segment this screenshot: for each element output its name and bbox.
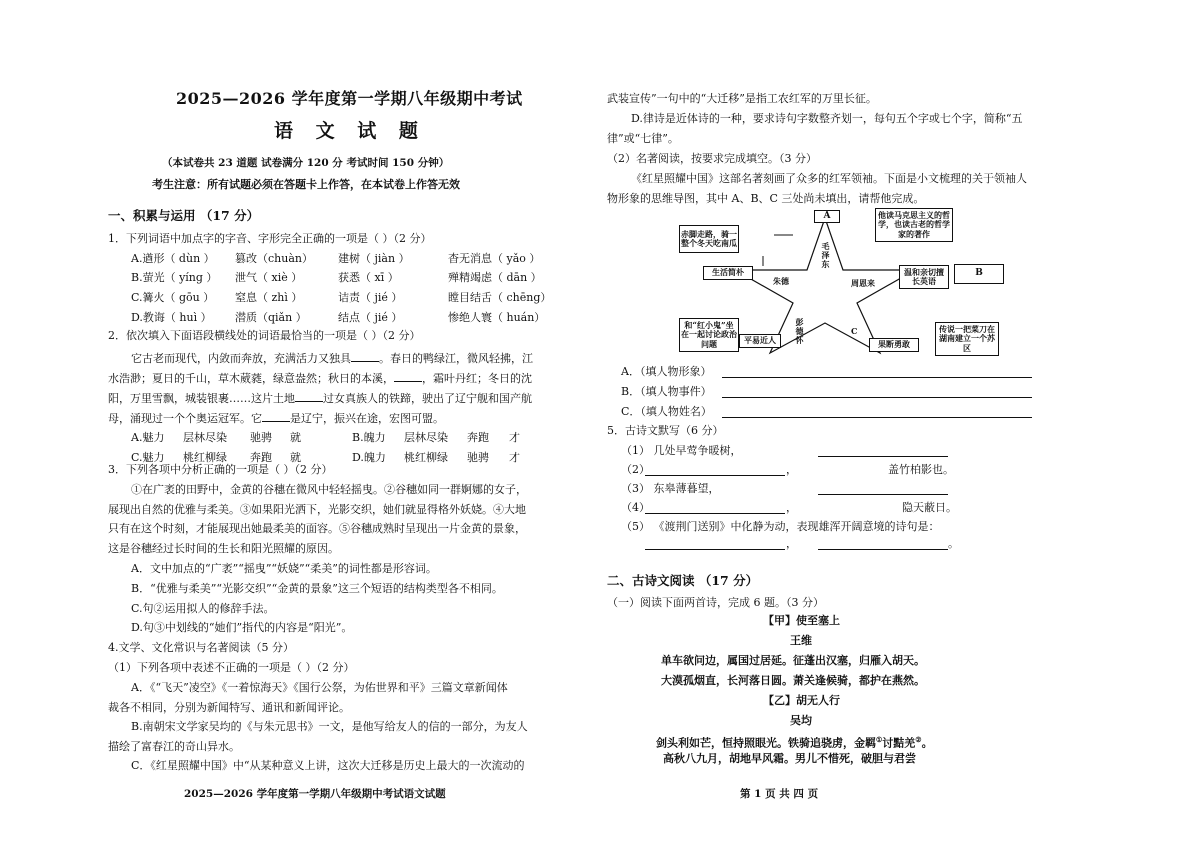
q1-option-cell: 窒息（ zhì ） [235,291,303,304]
opt-word: 才 [509,431,520,444]
q5-comma: ， [786,463,797,476]
map-label-peng: 彭德怀 [795,317,804,345]
q3-option-c: C.句②运用拟人的修辞手法。 [131,602,275,615]
q1-option-cell: 建树（ jiàn ） [338,252,410,265]
q5-line2: （2） [621,463,650,476]
section2-sub: （一）阅读下面两首诗，完成 6 题。（3 分） [607,596,824,609]
q4-option-a1: A．《“飞天”凌空》《一着惊海天》《国行公祭，为佑世界和平》三篇文章新闻体 [131,681,508,694]
poem-text: 。 [921,736,933,750]
q1-option-cell: 诘责（ jié ） [338,291,403,304]
map-node-a: A [814,210,840,223]
map-node-left: 生活简朴 [703,266,753,280]
map-node-bottom-left: 和“红小鬼”坐在一起讨论政治问题 [679,318,739,352]
blank [351,350,379,362]
q5-3-answer-line[interactable] [818,493,948,495]
q1-option-cell: 惨绝人寰（ huán） [448,311,546,324]
q2-text: 水浩渺；夏日的千山，草木葳蕤，绿意盎然；秋日的本溪， [108,372,394,385]
q5-2-answer-line[interactable] [645,474,785,476]
blank [394,370,422,382]
map-node-b: B [954,264,1004,284]
q3-option-d: D.句③中划线的“她们”指代的内容是“阳光”。 [131,621,353,634]
q2-text: ，霜叶丹红；冬日的沈 [422,372,532,385]
q5-comma: ， [786,537,797,550]
q1-option-cell: A.遒形（ dùn ） [131,252,215,265]
q5-line3: （3） 东皋薄暮望， [621,482,720,495]
opt-word: 奔跑 [467,431,489,444]
fill-c-label: C．（填人物姓名） [621,405,712,418]
q1-option-cell: 获悉（ xī ） [338,271,399,284]
map-node-pingyi: 平易近人 [739,334,781,348]
q5-5b-answer-line[interactable] [818,548,948,550]
q5-line1: （1） 几处早莺争暖树， [621,444,742,457]
opt-word: 才 [509,451,520,464]
map-node-right: 温和亲切擅长英语 [899,265,949,289]
q4-option-b1: B.南朝宋文学家吴均的《与朱元思书》一文，是他写给友人的信的一部分，为友人 [131,720,528,733]
opt-word: 层林尽染 [183,431,227,444]
q1-option-cell: 篡改（chuàn） [235,252,313,265]
q2-line2 [108,370,532,386]
q2-text: 是辽宁，振兴在途，宏图可盟。 [290,412,444,425]
opt-word: D.魄力 [352,451,386,464]
q2-option-d [352,451,520,465]
poem-text: 剑头利如芒，恒持照眼光。铁骑追骁虏，金羁 [656,736,876,750]
q2-line1 [131,350,533,366]
page-number: 第 1 页 共 四 页 [740,788,819,800]
opt-word: A.魅力 [131,431,165,444]
opt-word: 就 [290,451,301,464]
map-label-c: C [851,326,858,336]
q4-option-a2: 裁各不相同，分别为新闻特写、通讯和新闻评论。 [108,701,350,714]
q4-option-c1: C．《红星照耀中国》中“从某种意义上讲，这次大迁移是历史上最大的一次流动的 [131,759,525,772]
opt-word: 奔跑 [250,451,272,464]
q4-option-d1: D.律诗是近体诗的一种，要求诗句字数整齐划一，每句五个字或七个字，简称“五 [631,112,1023,125]
q5-4-answer-line[interactable] [645,512,785,514]
footnote-mark: ② [915,735,922,744]
q1-stem: 1．下列词语中加点字的字音、字形完全正确的一项是（ ）（2 分） [108,232,432,245]
q2-text: 。春日的鸭绿江，微风轻拂，江 [379,352,533,365]
q1-option-cell: 结点（ jié ） [338,311,403,324]
q5-1-answer-line[interactable] [818,455,948,457]
map-node-top-left: 赤脚走路，骑一整个冬天吃南瓜 [679,225,739,253]
poem-jia-line1: 单车欲问边，属国过居延。征蓬出汉塞，归雁入胡天。 [661,654,925,667]
q1-option-cell: D.教诲（ huì ） [131,311,212,324]
q5-period: 。 [948,537,959,550]
opt-word: 桃红柳绿 [404,451,448,464]
q5-line4: （4） [621,501,650,514]
q4-sub1: （1）下列各项中表述不正确的一项是（ ）（2 分） [108,661,355,674]
q1-option-cell: B.萤光（ yíng ） [131,271,218,284]
opt-word: 就 [290,431,301,444]
q3-line4: 这是谷穗经过长时间的生长和阳光照耀的原因。 [108,542,339,555]
q5-5a-answer-line[interactable] [645,548,785,550]
map-node-bottom-right: 传说一把菜刀在湖南建立一个苏区 [935,322,999,356]
poem-yi-title: 【乙】胡无人行 [763,694,840,707]
poem-jia-title: 【甲】使至塞上 [763,614,840,627]
opt-word: 桃红柳绿 [183,451,227,464]
q4-option-c2: 武装宣传”一句中的“大迁移”是指工农红军的万里长征。 [607,92,877,105]
q2-line3 [108,390,532,406]
poem-text: 讨黠羌 [882,736,916,750]
poem-jia-author: 王维 [790,634,812,647]
blank [295,390,323,402]
footnote-mark: ① [876,735,883,744]
q4-intro2: 物形象的思维导图，其中 A、B、C 三处尚未填出，请帮他完成。 [607,192,925,205]
q1-option-cell: 瞠目结舌（ chēng） [448,291,552,304]
q2-text: 母，涌现过一个个奥运冠军。它 [108,412,262,425]
blank [262,410,290,422]
exam-subject: 语 文 试 题 [274,120,426,142]
q3-line1: ①在广袤的田野中，金黄的谷穗在微风中轻轻摇曳。②谷穗如同一群婀娜的女子， [131,483,527,496]
q2-text: 阳，万里雪飘，城装银裹……这片土地 [108,392,295,405]
q2-option-b [352,431,520,445]
q4-option-d2: 律”或“七律”。 [607,132,679,145]
q5-line2b: 盖竹柏影也。 [888,463,954,476]
map-node-guoduan: 果断勇敢 [869,338,919,352]
q3-line3: 只有在这个时刻，才能展现出她最柔美的面容。⑤谷穗成熟时呈现出一片金黄的景象， [108,522,526,535]
q3-option-b: B．“优雅与柔美”“光影交织”“金黄的景象”这三个短语的结构类型各不相同。 [131,582,503,595]
poem-jia-line2: 大漠孤烟直，长河落日圆。萧关逢候骑，都护在燕然。 [661,674,925,687]
poem-yi-author: 吴均 [790,714,812,727]
map-label-zhouenlai: 周恩来 [851,278,875,288]
map-label-mao: 毛泽东 [821,241,830,269]
q1-option-cell: C.篝火（ gōu ） [131,291,215,304]
exam-notice: 考生注意：所有试题必须在答题卡上作答，在本试卷上作答无效 [152,178,460,191]
q4-stem: 4.文学、文化常识与名著阅读（5 分） [108,641,294,654]
opt-word: 层林尽染 [404,431,448,444]
q2-text: 它古老而现代，内敛而奔放，充满活力又独具 [131,352,351,365]
section2-heading: 二、古诗文阅读 （17 分） [607,573,759,588]
q3-option-a: A．文中加点的“广袤”“摇曳”“妖娆”“柔美”的词性都是形容词。 [131,562,437,575]
q2-line4 [108,410,444,426]
q5-line4b: 隐天蔽日。 [902,501,957,514]
section1-heading: 一、积累与运用 （17 分） [108,208,260,223]
q1-option-cell: 杳无消息（ yǎo ） [448,252,541,265]
q2-text: 过女真族人的铁蹄，驶出了辽宁舰和国产航 [323,392,532,405]
opt-word: C.魅力 [131,451,165,464]
fill-b-label: B．（填人物事件） [621,385,712,398]
opt-word: B.魄力 [352,431,386,444]
q3-stem: 3．下列各项中分析正确的一项是（ ）（2 分） [108,463,333,476]
q5-stem: 5．古诗文默写（6 分） [607,424,724,437]
q1-option-cell: 殚精竭虑（ dān ） [448,271,542,284]
left-footer: 2025—2026 学年度第一学期八年级期中考试语文试题 [184,788,446,800]
mind-map [675,208,1005,358]
exam-info: （本试卷共 23 道题 试卷满分 120 分 考试时间 150 分钟） [162,157,450,169]
fill-a-answer-line[interactable] [722,376,1032,378]
map-label-zhude: 朱德 [773,276,789,286]
q2-stem: 2．依次填入下面语段横线处的词语最恰当的一项是（ ）（2 分） [108,329,421,342]
q4-intro1: 《红星照耀中国》这部名著刻画了众多的红军领袖。下面是小文梳理的关于领袖人 [631,172,1027,185]
fill-b-answer-line[interactable] [722,396,1032,398]
q5-line5: （5） 《渡荆门送别》中化静为动，表现雄浑开阔意境的诗句是： [621,520,940,533]
map-node-top-right: 他读马克思主义的哲学，也读古老的哲学家的著作 [875,208,953,242]
q2-option-a [131,431,301,445]
q4-sub2: （2）名著阅读，按要求完成填空。（3 分） [607,152,817,165]
exam-title: 2025—2026 学年度第一学期八年级期中考试 [176,89,523,108]
q4-option-b2: 描绘了富春江的奇山异水。 [108,740,240,753]
q5-comma: ， [786,501,797,514]
opt-word: 驰骋 [467,451,489,464]
q1-option-cell: 潜质（qiǎn ） [235,311,307,324]
q1-option-cell: 泄气（ xiè ） [235,271,303,284]
fill-a-label: A．（填人物形象） [621,365,712,378]
poem-yi-line1 [656,733,933,751]
opt-word: 驰骋 [250,431,272,444]
poem-yi-line2: 高秋八九月，胡地早风霜。男儿不惜死，破胆与君尝 [663,752,916,765]
fill-c-answer-line[interactable] [722,416,1032,418]
q3-line2: 展现出自然的优雅与柔美。③如果阳光洒下，光影交织，她们就显得格外妖娆。④大地 [108,503,526,516]
